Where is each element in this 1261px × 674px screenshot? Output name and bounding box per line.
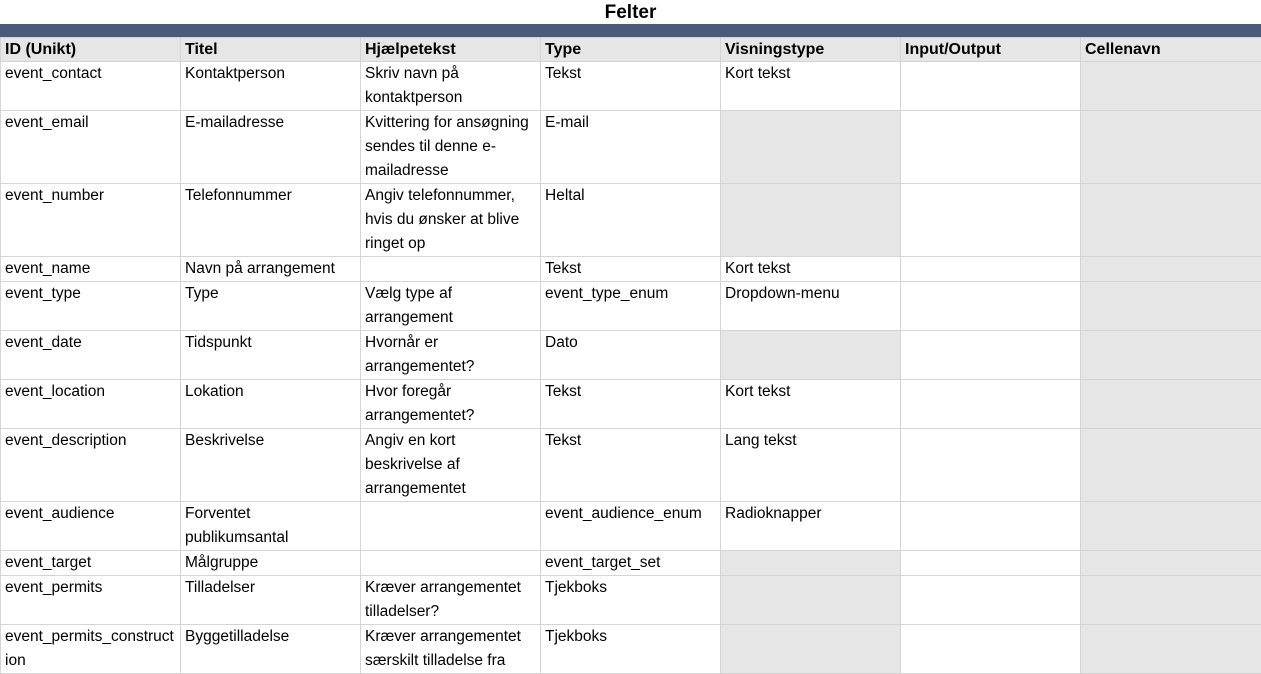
table-row — [1, 184, 1261, 257]
table-row — [1, 257, 1261, 282]
cell-titel[interactable]: E-mailadresse — [181, 111, 361, 184]
cell-type[interactable]: Tekst — [541, 62, 721, 111]
cell-id[interactable]: event_target — [1, 551, 181, 576]
cell-cellenavn[interactable] — [1081, 62, 1261, 111]
cell-id[interactable]: event_audience — [1, 502, 181, 551]
cell-titel[interactable]: Forventet publikumsantal — [181, 502, 361, 551]
column-header-input-output[interactable]: Input/Output — [901, 38, 1081, 62]
cell-input-output[interactable] — [901, 331, 1081, 380]
cell-type[interactable]: event_target_set — [541, 551, 721, 576]
cell-hjaelpetekst[interactable]: Skriv navn på kontaktperson — [361, 62, 541, 111]
cell-input-output[interactable] — [901, 257, 1081, 282]
cell-cellenavn[interactable] — [1081, 625, 1261, 674]
cell-type[interactable]: E-mail — [541, 111, 721, 184]
cell-hjaelpetekst[interactable]: Angiv telefonnummer, hvis du ønsker at blive ringet op — [361, 184, 541, 257]
cell-id[interactable]: event_date — [1, 331, 181, 380]
cell-visningstype[interactable] — [721, 625, 901, 674]
title-band — [0, 24, 1261, 37]
cell-visningstype[interactable] — [721, 551, 901, 576]
cell-visningstype[interactable]: Lang tekst — [721, 429, 901, 502]
table-row — [1, 331, 1261, 380]
cell-id[interactable]: event_permits — [1, 576, 181, 625]
cell-hjaelpetekst[interactable] — [361, 551, 541, 576]
cell-type[interactable]: event_type_enum — [541, 282, 721, 331]
cell-type[interactable]: Tekst — [541, 380, 721, 429]
cell-input-output[interactable] — [901, 502, 1081, 551]
cell-type[interactable]: Tekst — [541, 257, 721, 282]
cell-titel[interactable]: Beskrivelse — [181, 429, 361, 502]
cell-type[interactable]: event_audience_enum — [541, 502, 721, 551]
cell-visningstype[interactable] — [721, 331, 901, 380]
table-row — [1, 625, 1261, 674]
cell-hjaelpetekst[interactable]: Hvor foregår arrangementet? — [361, 380, 541, 429]
cell-input-output[interactable] — [901, 429, 1081, 502]
cell-cellenavn[interactable] — [1081, 331, 1261, 380]
cell-input-output[interactable] — [901, 111, 1081, 184]
cell-input-output[interactable] — [901, 380, 1081, 429]
column-header-titel[interactable]: Titel — [181, 38, 361, 62]
table-row — [1, 576, 1261, 625]
cell-cellenavn[interactable] — [1081, 429, 1261, 502]
cell-titel[interactable]: Navn på arrangement — [181, 257, 361, 282]
cell-cellenavn[interactable] — [1081, 576, 1261, 625]
cell-cellenavn[interactable] — [1081, 502, 1261, 551]
cell-input-output[interactable] — [901, 282, 1081, 331]
cell-hjaelpetekst[interactable]: Angiv en kort beskrivelse af arrangementet — [361, 429, 541, 502]
cell-input-output[interactable] — [901, 625, 1081, 674]
cell-visningstype[interactable]: Radioknapper — [721, 502, 901, 551]
cell-titel[interactable]: Tilladelser — [181, 576, 361, 625]
cell-type[interactable]: Dato — [541, 331, 721, 380]
cell-id[interactable]: event_contact — [1, 62, 181, 111]
table-row — [1, 551, 1261, 576]
column-header-visningstype[interactable]: Visningstype — [721, 38, 901, 62]
cell-titel[interactable]: Telefonnummer — [181, 184, 361, 257]
cell-visningstype[interactable]: Dropdown-menu — [721, 282, 901, 331]
cell-visningstype[interactable] — [721, 184, 901, 257]
table-row — [1, 111, 1261, 184]
cell-cellenavn[interactable] — [1081, 282, 1261, 331]
cell-hjaelpetekst[interactable]: Kvittering for ansøgning sendes til denne e-mailadresse — [361, 111, 541, 184]
cell-type[interactable]: Tjekboks — [541, 576, 721, 625]
cell-visningstype[interactable] — [721, 111, 901, 184]
cell-input-output[interactable] — [901, 184, 1081, 257]
sheet-title: Felter — [0, 0, 1261, 24]
cell-cellenavn[interactable] — [1081, 551, 1261, 576]
table-row — [1, 62, 1261, 111]
table-row — [1, 502, 1261, 551]
cell-titel[interactable]: Byggetilladelse — [181, 625, 361, 674]
cell-id[interactable]: event_description — [1, 429, 181, 502]
cell-id[interactable]: event_type — [1, 282, 181, 331]
fields-table — [0, 37, 1261, 674]
cell-id[interactable]: event_email — [1, 111, 181, 184]
cell-cellenavn[interactable] — [1081, 380, 1261, 429]
cell-titel[interactable]: Målgruppe — [181, 551, 361, 576]
cell-id[interactable]: event_permits_construction — [1, 625, 181, 674]
cell-hjaelpetekst[interactable] — [361, 502, 541, 551]
cell-titel[interactable]: Lokation — [181, 380, 361, 429]
cell-titel[interactable]: Type — [181, 282, 361, 331]
cell-visningstype[interactable]: Kort tekst — [721, 257, 901, 282]
cell-type[interactable]: Heltal — [541, 184, 721, 257]
cell-id[interactable]: event_number — [1, 184, 181, 257]
cell-hjaelpetekst[interactable]: Vælg type af arrangement — [361, 282, 541, 331]
cell-hjaelpetekst[interactable] — [361, 257, 541, 282]
table-row — [1, 380, 1261, 429]
header-row — [1, 38, 1261, 62]
cell-input-output[interactable] — [901, 62, 1081, 111]
table-row — [1, 429, 1261, 502]
cell-hjaelpetekst[interactable]: Kræver arrangementet særskilt tilladelse fra — [361, 625, 541, 674]
cell-visningstype[interactable]: Kort tekst — [721, 380, 901, 429]
cell-input-output[interactable] — [901, 576, 1081, 625]
cell-hjaelpetekst[interactable]: Hvornår er arrangementet? — [361, 331, 541, 380]
column-header-id[interactable]: ID (Unikt) — [1, 38, 181, 62]
column-header-cellenavn[interactable]: Cellenavn — [1081, 38, 1261, 62]
cell-cellenavn[interactable] — [1081, 184, 1261, 257]
cell-id[interactable]: event_location — [1, 380, 181, 429]
cell-titel[interactable]: Kontaktperson — [181, 62, 361, 111]
column-header-hjaelpetekst[interactable]: Hjælpetekst — [361, 38, 541, 62]
cell-cellenavn[interactable] — [1081, 257, 1261, 282]
cell-titel[interactable]: Tidspunkt — [181, 331, 361, 380]
cell-cellenavn[interactable] — [1081, 111, 1261, 184]
cell-visningstype[interactable] — [721, 576, 901, 625]
cell-type[interactable]: Tekst — [541, 429, 721, 502]
cell-input-output[interactable] — [901, 551, 1081, 576]
cell-hjaelpetekst[interactable]: Kræver arrangementet tilladelser? — [361, 576, 541, 625]
cell-type[interactable]: Tjekboks — [541, 625, 721, 674]
cell-id[interactable]: event_name — [1, 257, 181, 282]
column-header-type[interactable]: Type — [541, 38, 721, 62]
cell-visningstype[interactable]: Kort tekst — [721, 62, 901, 111]
table-row — [1, 282, 1261, 331]
